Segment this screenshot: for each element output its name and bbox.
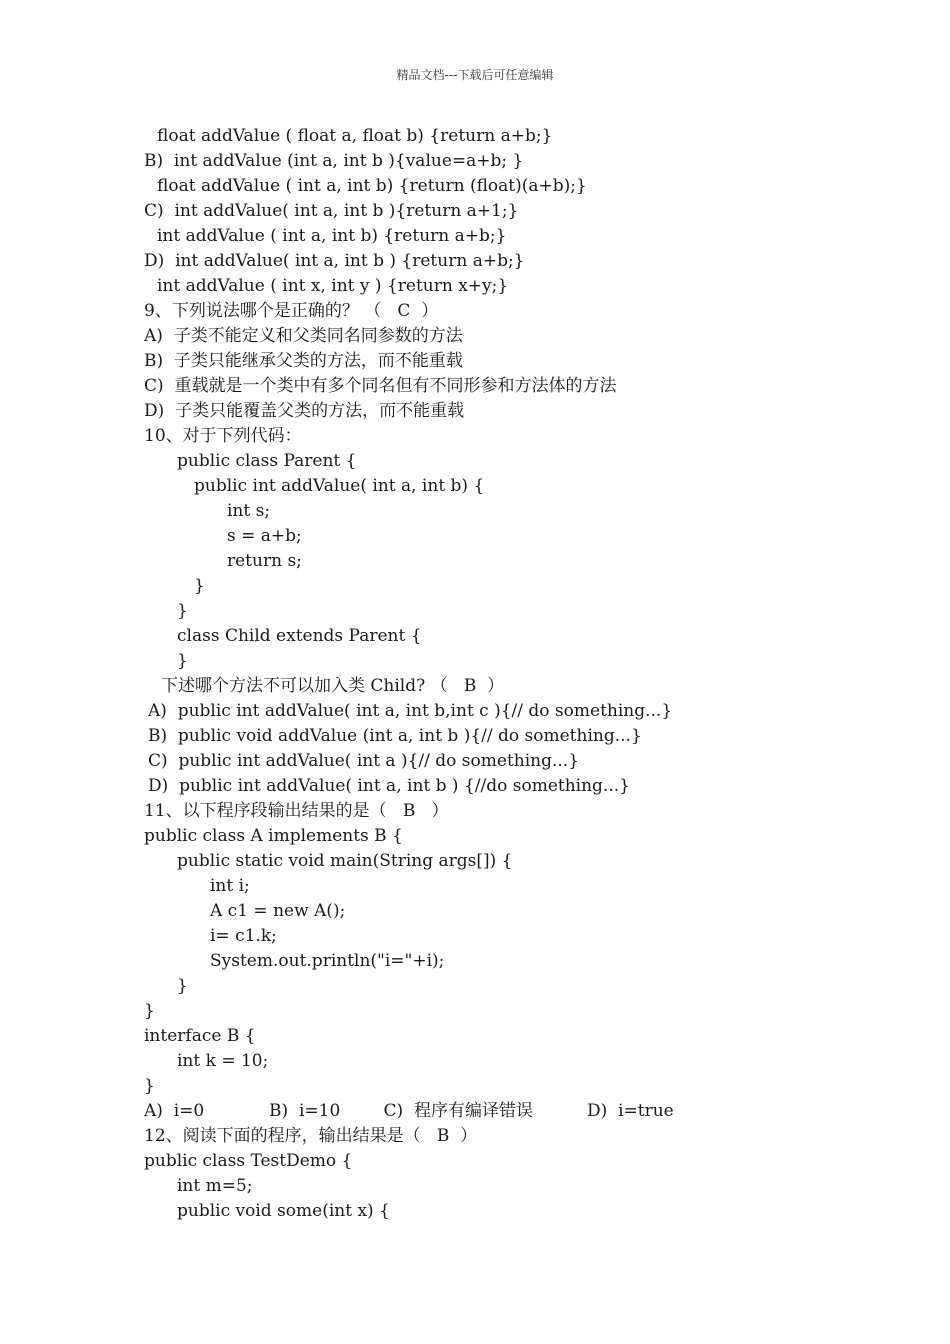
q9-option-b: B) 子类只能继承父类的方法，而不能重载 [144,351,463,371]
q11-code-line: int i; [210,876,250,896]
q10-code-line: public int addValue( int a, int b) { [194,476,485,496]
option-c-line-2: int addValue ( int a, int b) {return a+b;} [157,226,507,246]
q11-code-line: public static void main(String args[]) { [177,851,513,871]
option-c-line-1: C) int addValue( int a, int b ){return a+1;} [144,201,519,221]
q11-code-line: } [177,976,188,996]
q11-code-line: A c1 = new A(); [210,901,346,921]
q10-option-a: A) public int addValue( int a, int b,int c ){// do something...} [148,701,673,721]
q11-code-line: System.out.println("i="+i); [210,951,445,971]
option-b-line-1: B) int addValue (int a, int b ){value=a+b; } [144,151,524,171]
q10-code-line: class Child extends Parent { [177,626,422,646]
q10-code-line: int s; [227,501,271,521]
q10-option-c: C) public int addValue( int a ){// do something...} [148,751,580,771]
q12-code-line: int m=5; [177,1176,253,1196]
q11-code-line: i= c1.k; [210,926,277,946]
q10-code-line: } [177,601,188,621]
q11-code-line: interface B { [144,1026,256,1046]
q10-code-line: } [194,576,205,596]
page-header-watermark: 精品文档---下载后可任意编辑 [396,68,554,82]
q11-code-line: } [144,1001,155,1021]
q9-option-a: A) 子类不能定义和父类同名同参数的方法 [144,326,463,346]
q12-code-line: public class TestDemo { [144,1151,353,1171]
q10-prompt: 下述哪个方法不可以加入类 Child? （ B ） [161,676,505,696]
q11-code-line: public class A implements B { [144,826,403,846]
q11-options: A) i=0 B) i=10 C) 程序有编译错误 D) i=true [144,1101,674,1121]
question-9: 9、下列说法哪个是正确的？ （ C ） [144,301,439,321]
question-11: 11、以下程序段输出结果的是（ B ） [144,801,449,821]
q11-code-line: int k = 10; [177,1051,269,1071]
question-12: 12、阅读下面的程序，输出结果是（ B ） [144,1126,478,1146]
q10-code-line: } [177,651,188,671]
option-d-line-1: D) int addValue( int a, int b ) {return a+b;} [144,251,525,271]
q12-code-line: public void some(int x) { [177,1201,390,1221]
q10-code-line: s = a+b; [227,526,302,546]
q11-code-line: } [144,1076,155,1096]
q9-option-c: C) 重载就是一个类中有多个同名但有不同形参和方法体的方法 [144,376,617,396]
q9-option-d: D) 子类只能覆盖父类的方法，而不能重载 [144,401,465,421]
q10-code-line: return s; [227,551,302,571]
option-a-line-2: float addValue ( float a, float b) {return a+b;} [157,126,553,146]
question-10: 10、对于下列代码： [144,426,302,446]
q10-code-line: public class Parent { [177,451,357,471]
q10-option-b: B) public void addValue (int a, int b ){// do something...} [148,726,642,746]
option-b-line-2: float addValue ( int a, int b) {return (float)(a+b);} [157,176,587,196]
option-d-line-2: int addValue ( int x, int y ) {return x+y;} [157,276,509,296]
q10-option-d: D) public int addValue( int a, int b ) {//do something...} [148,776,630,796]
